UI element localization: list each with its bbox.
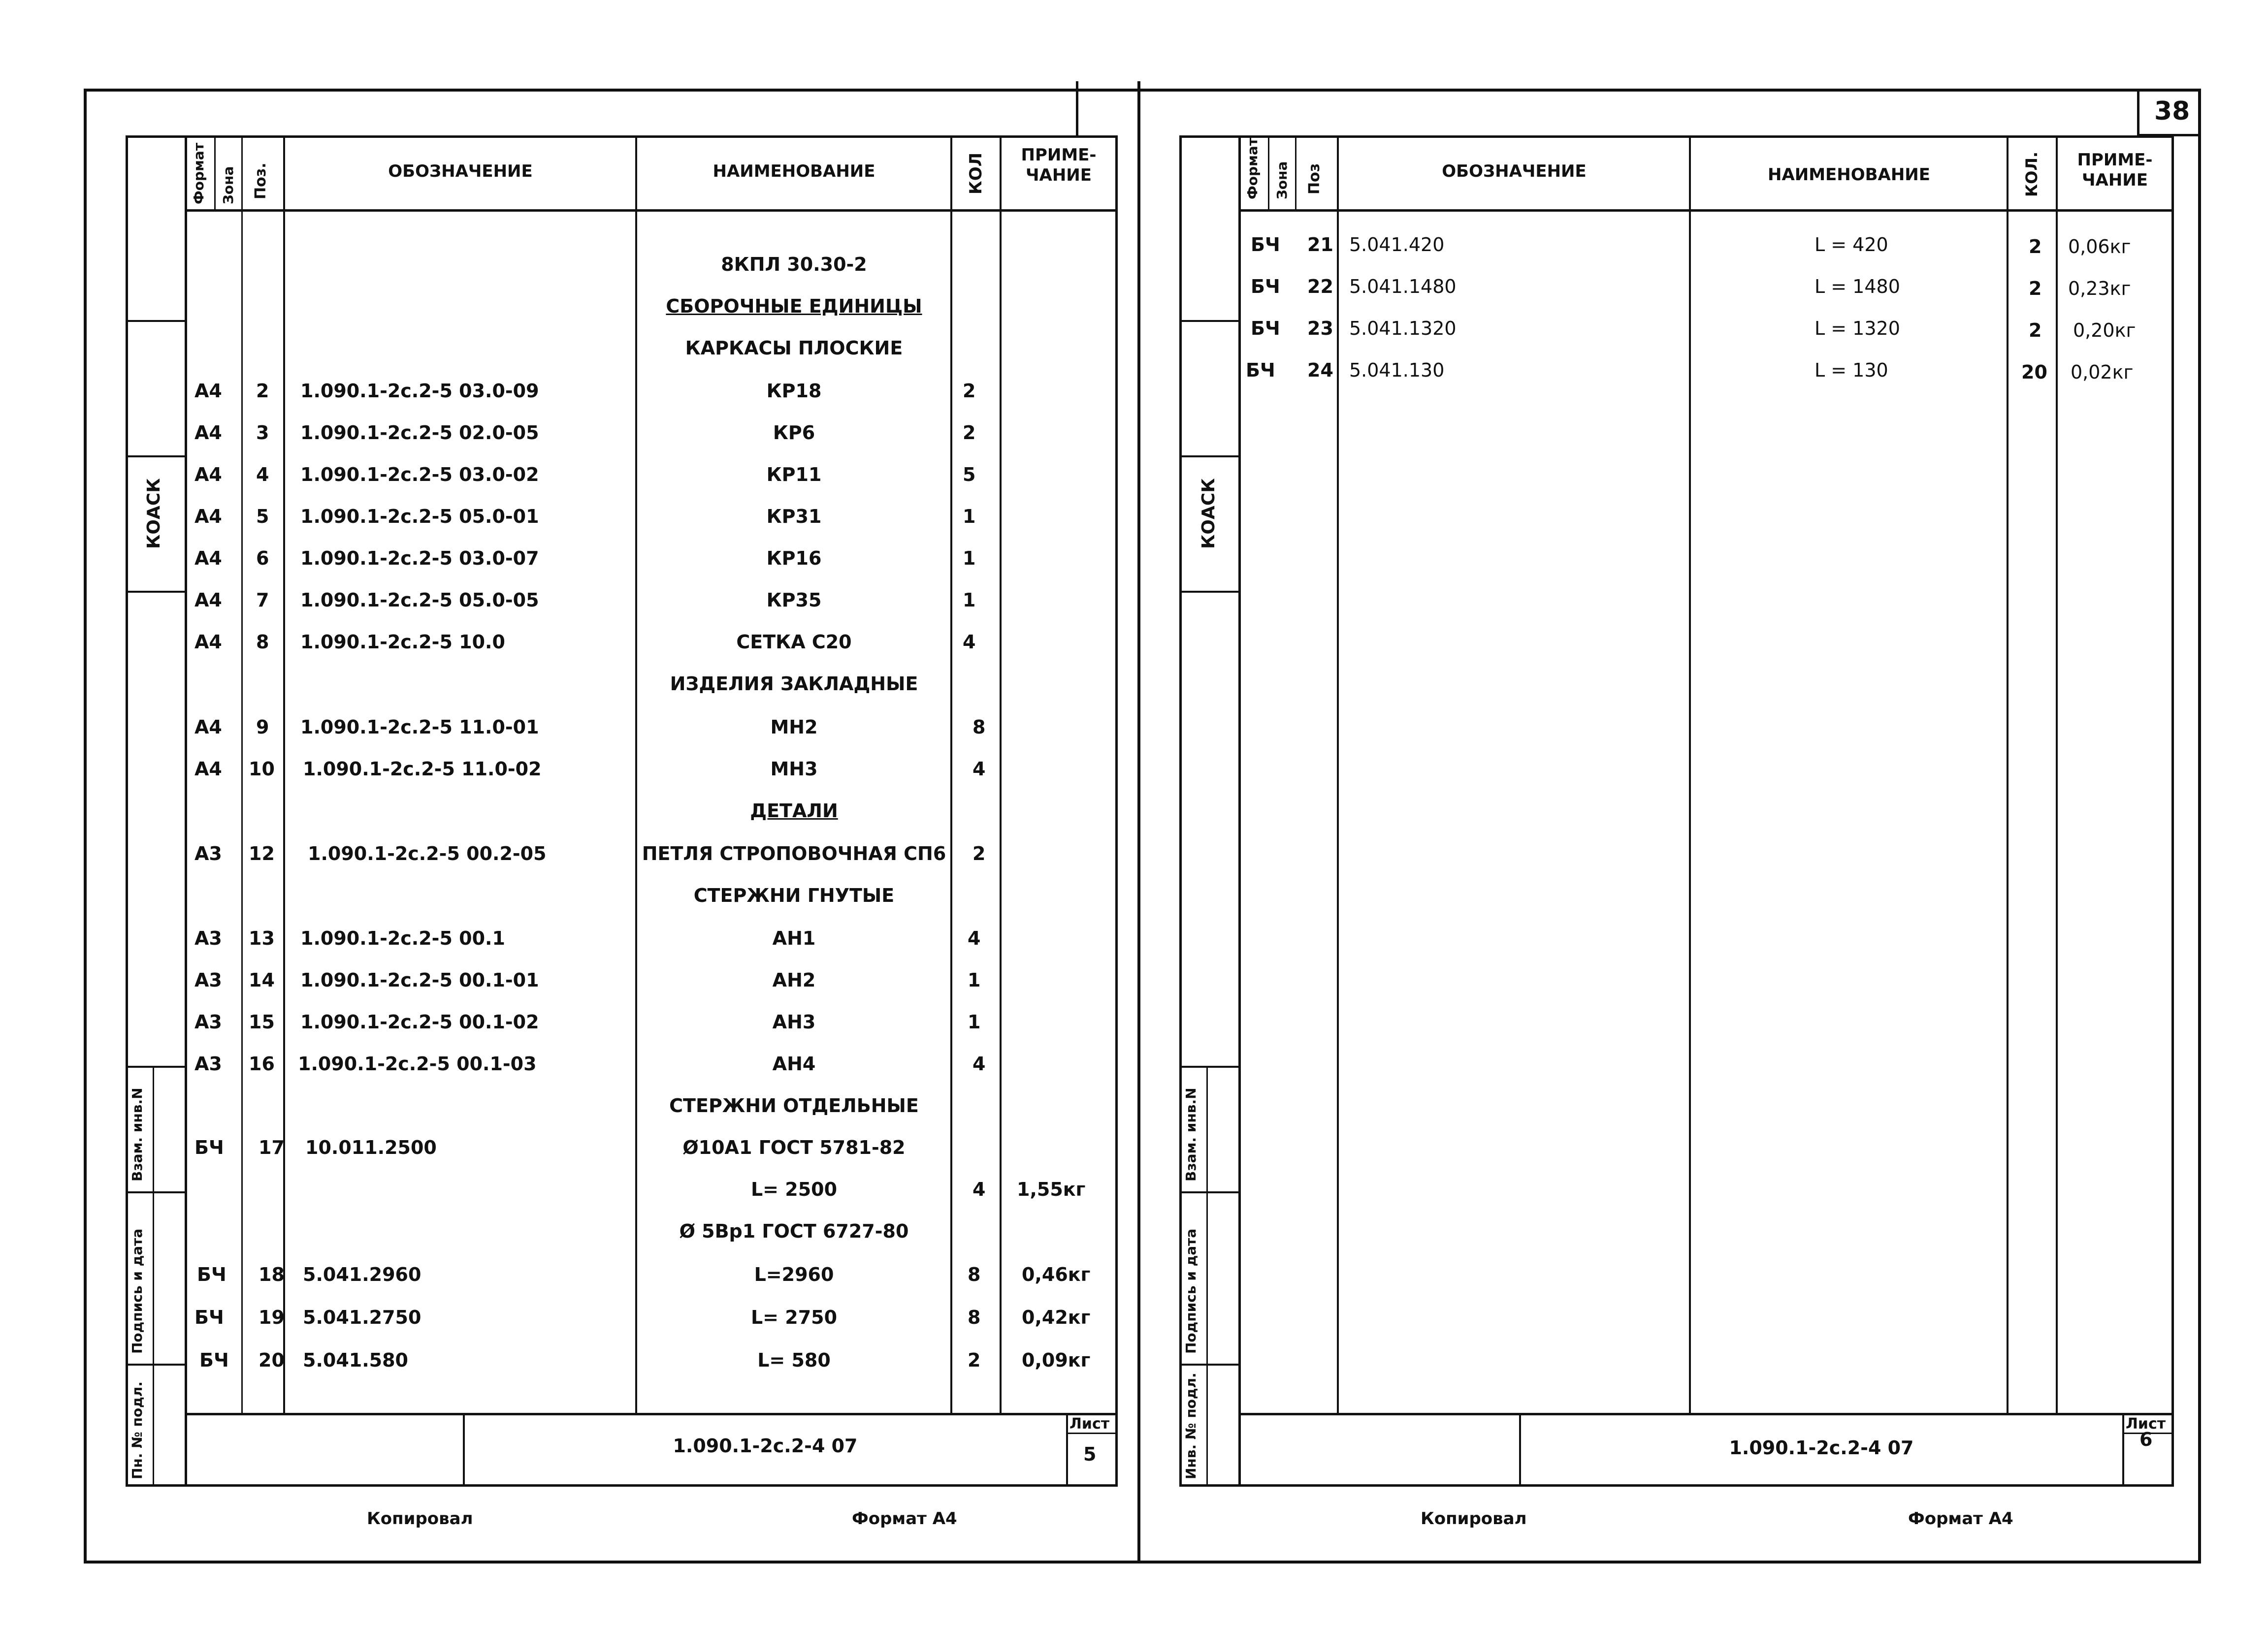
side-label: Взам. инв.N <box>129 1087 145 1181</box>
row-designation: 5.041.1320 <box>1349 318 1457 339</box>
row-designation: 1.090.1-2с.2-5 03.0-09 <box>300 380 539 402</box>
frame-top-line <box>84 89 2201 92</box>
row-designation: 5.041.2960 <box>303 1264 421 1285</box>
row-note: 0,42кг <box>1022 1307 1091 1328</box>
row-designation: 1.090.1-2с.2-5 00.1-01 <box>300 969 539 991</box>
row-qty: 2 <box>2029 278 2042 299</box>
sheet-number: 5 <box>1083 1443 1097 1465</box>
row-format: БЧ <box>1246 359 1275 381</box>
row-name: АН4 <box>772 1053 816 1075</box>
row-name: КАРКАСЫ ПЛОСКИЕ <box>685 337 903 359</box>
header-zone: Зона <box>1274 161 1290 199</box>
document-code: 1.090.1-2с.2-4 07 <box>673 1435 858 1457</box>
row-name: КР6 <box>773 422 815 444</box>
row-name: Ø 5Вр1 ГОСТ 6727-80 <box>679 1220 909 1242</box>
row-name: МН3 <box>770 758 818 780</box>
header-qty: КОЛ <box>966 153 986 194</box>
row-qty: 1 <box>963 547 976 569</box>
row-pos: 16 <box>249 1053 275 1075</box>
frame-left-line <box>84 89 87 1563</box>
row-pos: 13 <box>249 927 275 949</box>
row-format: БЧ <box>1251 318 1280 339</box>
row-qty: 4 <box>968 927 981 949</box>
row-name: ПЕТЛЯ СТРОПОВОЧНАЯ СП6 <box>642 843 946 864</box>
row-name: МН2 <box>770 716 818 738</box>
footer-format: Формат А4 <box>852 1509 957 1529</box>
strip-line <box>1206 1066 1208 1484</box>
left-table-top <box>126 135 1118 138</box>
row-designation: 1.090.1-2с.2-5 05.0-05 <box>300 589 539 611</box>
row-note: 1,55кг <box>1017 1179 1086 1200</box>
row-pos: 18 <box>259 1264 285 1285</box>
row-name: АН3 <box>772 1011 816 1033</box>
header-note: ПРИМЕ- ЧАНИЕ <box>2077 150 2153 190</box>
row-pos: 12 <box>249 843 275 864</box>
right-table-right <box>2171 135 2174 1487</box>
page-number-box-left <box>2137 89 2139 135</box>
sheet-label: Лист <box>2126 1415 2166 1433</box>
frame-bottom-line <box>84 1561 2201 1564</box>
row-format: А4 <box>194 547 222 569</box>
left-table-left <box>185 135 187 1487</box>
row-designation: 5.041.580 <box>303 1349 408 1371</box>
row-qty: 8 <box>968 1307 981 1328</box>
strip-line <box>1179 591 1241 593</box>
row-qty: 2 <box>963 380 976 402</box>
row-pos: 19 <box>259 1307 285 1328</box>
row-format: А4 <box>194 422 222 444</box>
row-name: СЕТКА С20 <box>736 631 852 653</box>
right-header-bottom <box>1238 209 2174 212</box>
strip-line <box>1179 320 1241 322</box>
row-pos: 23 <box>1307 318 1333 339</box>
row-format: А4 <box>194 589 222 611</box>
left-header-bottom <box>185 209 1118 212</box>
row-name: КР16 <box>766 547 822 569</box>
row-pos: 4 <box>256 464 269 485</box>
row-designation: 1.090.1-2с.2-5 11.0-01 <box>300 716 539 738</box>
header-name: НАИМЕНОВАНИЕ <box>713 161 875 181</box>
row-format: А3 <box>194 843 222 864</box>
row-name: СТЕРЖНИ ОТДЕЛЬНЫЕ <box>669 1095 919 1117</box>
row-pos: 8 <box>256 631 269 653</box>
col-line <box>1000 135 1002 1415</box>
row-format: А4 <box>194 631 222 653</box>
strip-line <box>126 320 187 322</box>
page-number: 38 <box>2154 96 2190 126</box>
row-format: А3 <box>194 1053 222 1075</box>
row-format: А4 <box>194 758 222 780</box>
row-designation: 1.090.1-2с.2-5 00.1 <box>300 927 505 949</box>
row-designation: 10.011.2500 <box>305 1137 437 1158</box>
strip-line <box>153 1066 154 1484</box>
row-designation: 1.090.1-2с.2-5 10.0 <box>300 631 505 653</box>
sheet-number: 6 <box>2139 1429 2153 1450</box>
row-name: L= 580 <box>757 1349 831 1371</box>
row-name: Ø10А1 ГОСТ 5781-82 <box>682 1137 906 1158</box>
row-designation: 1.090.1-2с.2-5 03.0-02 <box>300 464 539 485</box>
col-line <box>283 135 285 1415</box>
row-designation: 1.090.1-2с.2-5 02.0-05 <box>300 422 539 444</box>
row-qty: 4 <box>972 758 986 780</box>
side-label: Взам. инв.N <box>1183 1087 1199 1181</box>
row-qty: 1 <box>968 1011 981 1033</box>
row-qty: 20 <box>2021 361 2047 383</box>
row-name: L = 420 <box>1814 234 1888 255</box>
header-note: ПРИМЕ- ЧАНИЕ <box>1021 145 1097 185</box>
header-qty: КОЛ. <box>2022 151 2041 197</box>
row-pos: 5 <box>256 506 269 527</box>
side-label: Пн. № подл. <box>129 1381 145 1479</box>
left-table-right <box>1115 135 1118 1487</box>
row-pos: 20 <box>259 1349 285 1371</box>
sheet-label: Лист <box>1069 1415 1110 1433</box>
header-format: Формат <box>191 142 207 204</box>
col-line <box>214 135 216 209</box>
row-qty: 4 <box>963 631 976 653</box>
row-pos: 10 <box>249 758 275 780</box>
row-name: L = 1320 <box>1814 318 1900 339</box>
row-format: А3 <box>194 1011 222 1033</box>
side-stamp: КОАСК <box>1199 478 1219 549</box>
row-qty: 4 <box>972 1053 986 1075</box>
row-format: А4 <box>194 380 222 402</box>
row-name: L=2960 <box>754 1264 834 1285</box>
row-name: ИЗДЕЛИЯ ЗАКЛАДНЫЕ <box>670 673 918 695</box>
row-designation: 5.041.130 <box>1349 359 1445 381</box>
row-name: L = 130 <box>1814 359 1888 381</box>
row-qty: 1 <box>968 969 981 991</box>
row-pos: 6 <box>256 547 269 569</box>
header-name: НАИМЕНОВАНИЕ <box>1767 165 1930 185</box>
strip-line <box>126 455 187 457</box>
row-name: КР18 <box>766 380 822 402</box>
row-format: БЧ <box>199 1349 229 1371</box>
title-block-line <box>2122 1413 2124 1487</box>
footer-format: Формат А4 <box>1908 1509 2013 1529</box>
footer-copied: Копировал <box>367 1509 473 1529</box>
row-designation: 1.090.1-2с.2-5 11.0-02 <box>303 758 542 780</box>
row-pos: 24 <box>1307 359 1333 381</box>
row-name: КР11 <box>766 464 822 485</box>
left-table-bottom <box>126 1484 1118 1487</box>
row-note: 0,46кг <box>1022 1264 1091 1285</box>
row-designation: 1.090.1-2с.2-5 00.1-03 <box>298 1053 537 1075</box>
header-zone: Зона <box>220 166 236 204</box>
strip-line <box>1179 1364 1241 1366</box>
row-name: L = 1480 <box>1814 276 1900 297</box>
row-pos: 14 <box>249 969 275 991</box>
strip-line <box>1179 1191 1241 1193</box>
row-qty: 2 <box>2029 236 2042 257</box>
row-name: СБОРОЧНЫЕ ЕДИНИЦЫ <box>666 295 922 317</box>
row-pos: 22 <box>1307 276 1333 297</box>
right-table-left <box>1238 135 1241 1487</box>
row-note: 0,20кг <box>2073 319 2136 341</box>
document-code: 1.090.1-2с.2-4 07 <box>1729 1437 1914 1459</box>
row-name: АН2 <box>772 969 816 991</box>
col-line <box>1337 135 1339 1415</box>
row-format: А3 <box>194 927 222 949</box>
row-format: БЧ <box>1251 234 1280 255</box>
side-label: Подпись и дата <box>1183 1228 1199 1354</box>
col-line <box>1689 135 1691 1415</box>
row-name: СТЕРЖНИ ГНУТЫЕ <box>693 885 895 906</box>
row-name: АН1 <box>772 927 816 949</box>
row-qty: 2 <box>972 843 986 864</box>
row-designation: 1.090.1-2с.2-5 05.0-01 <box>300 506 539 527</box>
row-designation: 1.090.1-2с.2-5 00.2-05 <box>308 843 547 864</box>
right-side-strip-outer <box>1179 135 1182 1487</box>
row-qty: 8 <box>972 716 986 738</box>
row-qty: 8 <box>968 1264 981 1285</box>
row-pos: 2 <box>256 380 269 402</box>
strip-line <box>126 591 187 593</box>
header-designation: ОБОЗНАЧЕНИЕ <box>1442 161 1587 181</box>
row-format: БЧ <box>1251 276 1280 297</box>
row-note: 0,23кг <box>2068 278 2131 299</box>
title-block-line <box>1066 1413 1068 1487</box>
row-name: L= 2750 <box>750 1307 838 1328</box>
col-line <box>1268 135 1269 209</box>
row-pos: 15 <box>249 1011 275 1033</box>
row-qty: 5 <box>963 464 976 485</box>
row-qty: 2 <box>968 1349 981 1371</box>
row-qty: 2 <box>963 422 976 444</box>
row-note: 0,02кг <box>2071 361 2134 383</box>
title-block-line <box>1066 1433 1115 1434</box>
row-note: 0,09кг <box>1022 1349 1091 1371</box>
left-side-strip-outer <box>126 135 128 1487</box>
strip-line <box>1179 1066 1241 1068</box>
header-designation: ОБОЗНАЧЕНИЕ <box>388 161 533 181</box>
row-format: А4 <box>194 464 222 485</box>
row-pos: 9 <box>256 716 269 738</box>
col-line <box>950 135 952 1415</box>
row-note: 0,06кг <box>2068 236 2131 257</box>
row-pos: 7 <box>256 589 269 611</box>
row-format: А3 <box>194 969 222 991</box>
row-qty: 2 <box>2029 319 2042 341</box>
row-format: БЧ <box>194 1137 224 1158</box>
side-stamp: КОАСК <box>144 478 164 549</box>
col-line <box>2007 135 2009 1415</box>
strip-line <box>126 1364 187 1366</box>
strip-line <box>1179 455 1241 457</box>
row-pos: 3 <box>256 422 269 444</box>
side-label: Подпись и дата <box>129 1228 145 1354</box>
row-pos: 17 <box>259 1137 285 1158</box>
right-table-bottom <box>1179 1484 2174 1487</box>
right-body-bottom <box>1238 1413 2174 1415</box>
header-format: Формат <box>1244 137 1261 199</box>
row-format: А4 <box>194 506 222 527</box>
header-pos: Поз <box>1306 163 1323 194</box>
row-qty: 1 <box>963 506 976 527</box>
row-name: КР31 <box>766 506 822 527</box>
row-designation: 1.090.1-2с.2-5 00.1-02 <box>300 1011 539 1033</box>
col-line <box>241 135 243 1415</box>
frame-tick <box>1076 81 1078 135</box>
row-designation: 5.041.2750 <box>303 1307 421 1328</box>
sheet-divider <box>1137 81 1140 1563</box>
row-format: БЧ <box>194 1307 224 1328</box>
row-format: А4 <box>194 716 222 738</box>
row-name: L= 2500 <box>750 1179 838 1200</box>
footer-copied: Копировал <box>1421 1509 1527 1529</box>
row-designation: 5.041.1480 <box>1349 276 1457 297</box>
row-designation: 5.041.420 <box>1349 234 1445 255</box>
side-label: Инв. № подл. <box>1183 1373 1199 1479</box>
col-line <box>1295 135 1296 209</box>
row-qty: 1 <box>963 589 976 611</box>
strip-line <box>126 1066 187 1068</box>
right-table-top <box>1179 135 2174 138</box>
header-pos: Поз. <box>252 162 269 199</box>
row-qty: 4 <box>972 1179 986 1200</box>
row-pos: 21 <box>1307 234 1333 255</box>
frame-right-line <box>2198 89 2201 1563</box>
row-name: 8КПЛ 30.30-2 <box>721 254 867 275</box>
row-name: ДЕТАЛИ <box>750 800 838 822</box>
row-format: БЧ <box>197 1264 227 1285</box>
row-name: КР35 <box>766 589 822 611</box>
strip-line <box>126 1191 187 1193</box>
left-body-bottom <box>185 1413 1118 1415</box>
col-line <box>2056 135 2058 1415</box>
row-designation: 1.090.1-2с.2-5 03.0-07 <box>300 547 539 569</box>
col-line <box>635 135 637 1415</box>
